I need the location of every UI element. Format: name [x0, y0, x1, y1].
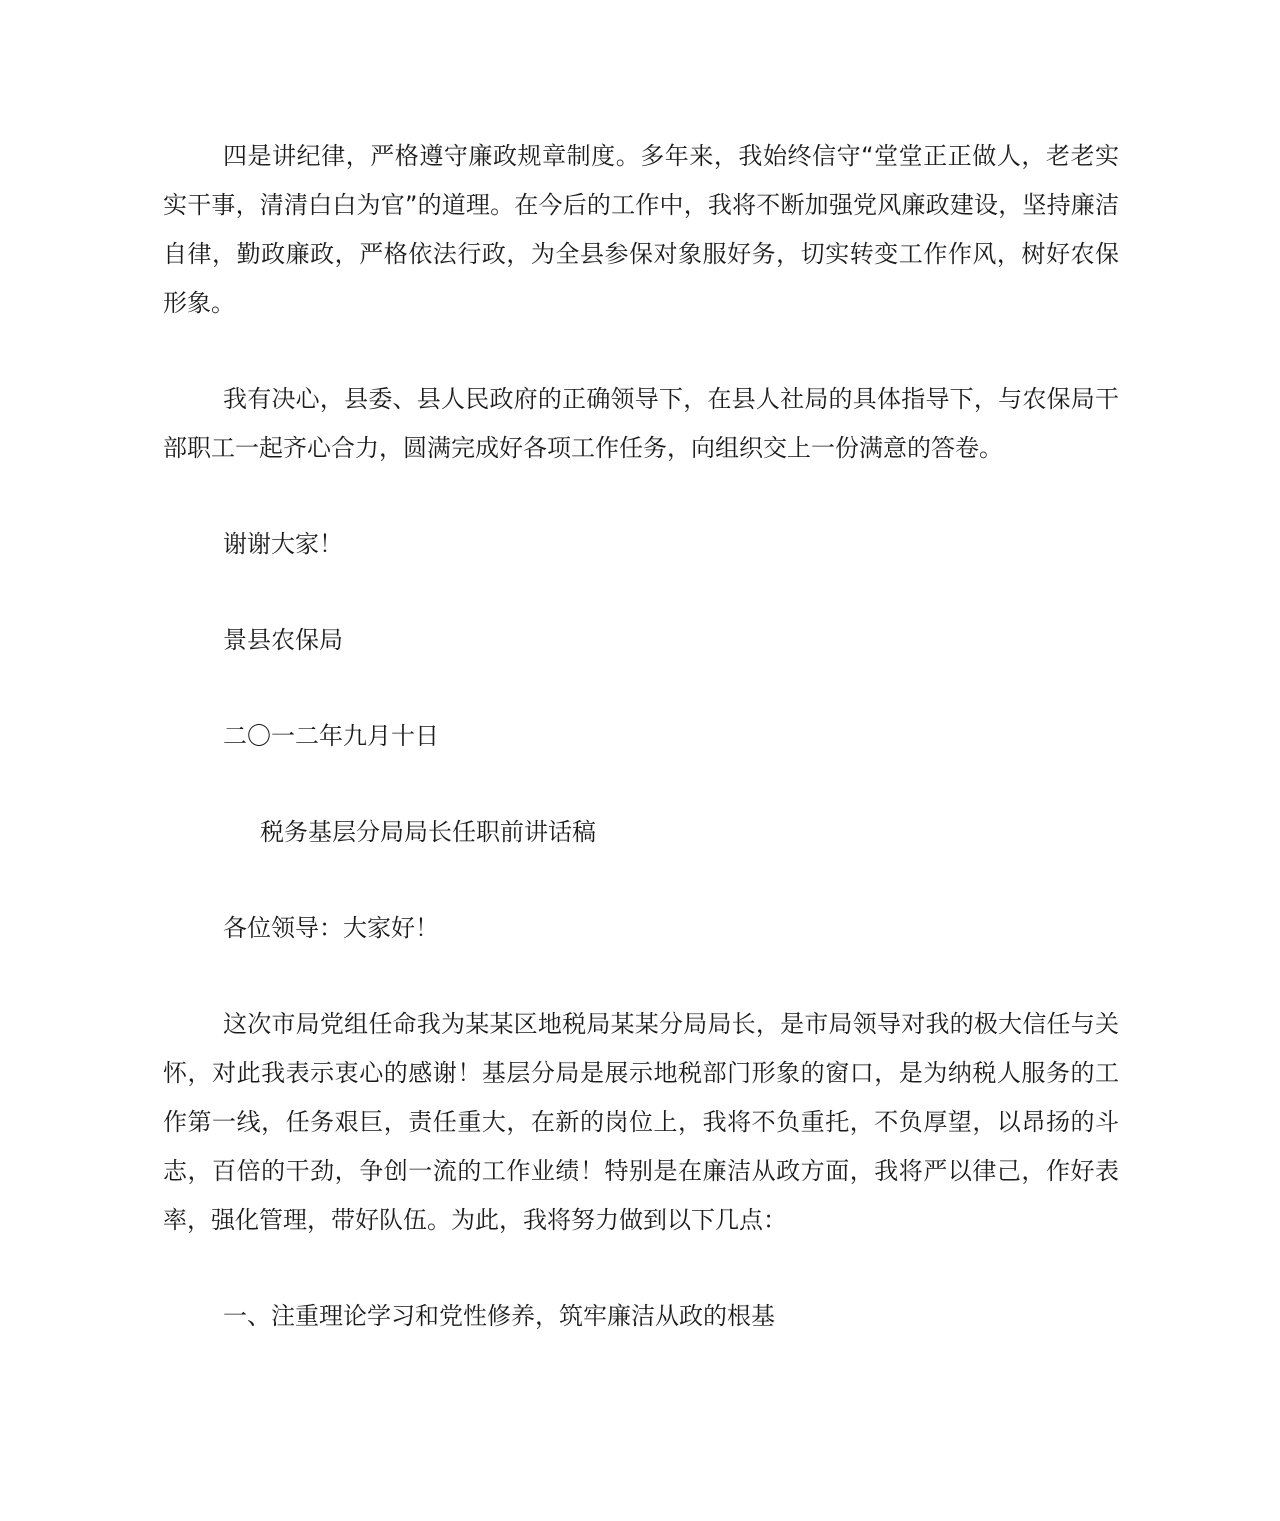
paragraph-discipline: 四是讲纪律，严格遵守廉政规章制度。多年来，我始终信守“堂堂正正做人，老老实实干事，清清白白为官”的道理。在今后的工作中，我将不断加强党风廉政建设，坚持廉洁自律，勤政廉政，严格依法行政，为全县参保对象服好务，切实转变工作作风，树好农保形象。 [163, 142, 1119, 317]
paragraph-signature-date: 二〇一二年九月十日 [223, 722, 439, 750]
paragraph-signature-org: 景县农保局 [223, 626, 343, 654]
paragraph-thanks: 谢谢大家！ [223, 530, 343, 558]
speech-title: 税务基层分局局长任职前讲话稿 [260, 818, 596, 846]
speech-body-paragraph: 这次市局党组任命我为某某区地税局某某分局局长，是市局领导对我的极大信任与关怀，对此我表示衷心的感谢！基层分局是展示地税部门形象的窗口，是为纳税人服务的工作第一线，任务艰巨，责任重大，在新的岗位上，我将不负重托，不负厚望，以昂扬的斗志，百倍的干劲，争创一流的工作业绩！特别是在廉洁从政方面，我将严以律己，作好表率，强化管理，带好队伍。为此，我将努力做到以下几点： [163, 1010, 1119, 1234]
speech-section-heading: 一、注重理论学习和党性修养，筑牢廉洁从政的根基 [223, 1302, 775, 1330]
document-body [163, 132, 1119, 1341]
speech-greeting: 各位领导：大家好！ [223, 914, 439, 942]
paragraph-resolve: 我有决心，县委、县人民政府的正确领导下，在县人社局的具体指导下，与农保局干部职工一起齐心合力，圆满完成好各项工作任务，向组织交上一份满意的答卷。 [163, 385, 1119, 462]
